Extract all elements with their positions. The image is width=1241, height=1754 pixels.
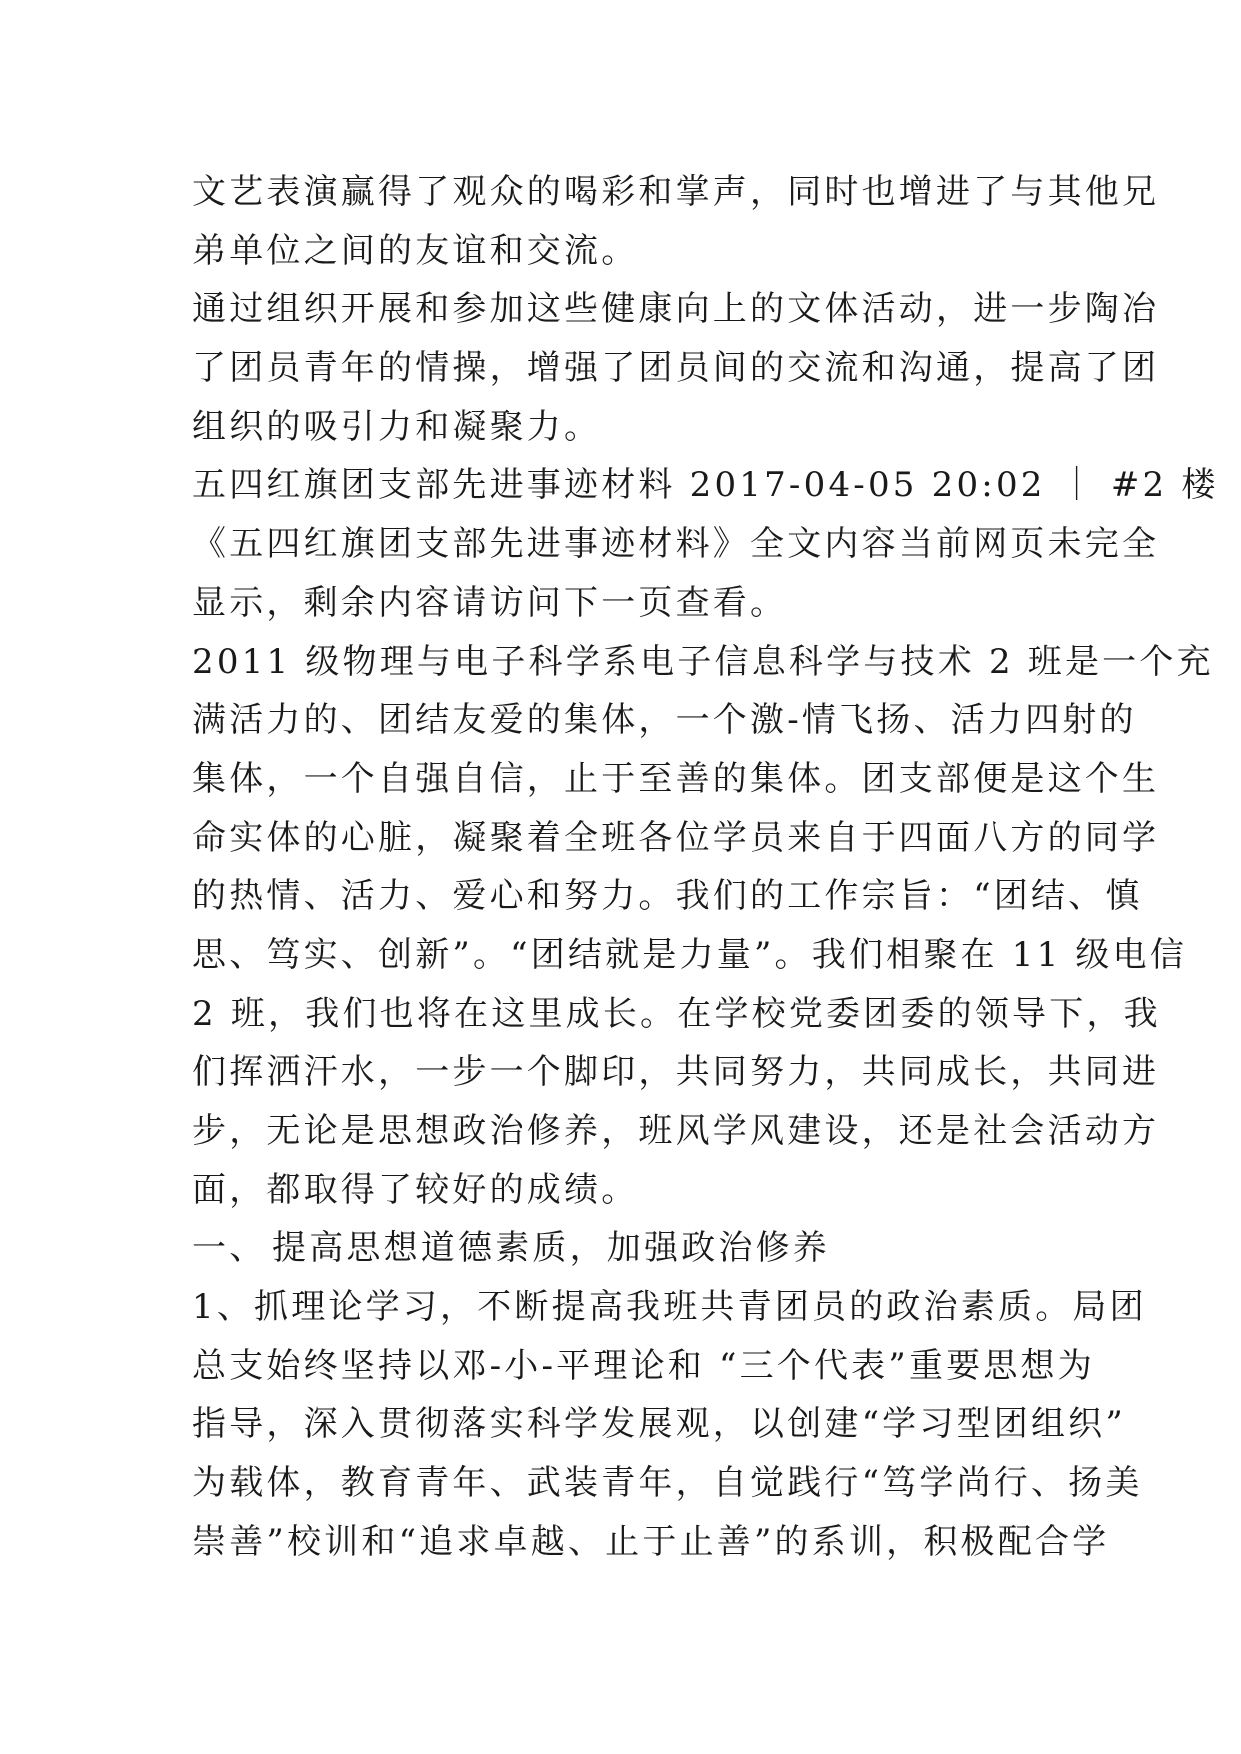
document-body — [192, 163, 1219, 1572]
text-line: 通过组织开展和参加这些健康向上的文体活动，进一步陶冶 — [192, 289, 1160, 330]
text-line: 崇善”校训和“追求卓越、止于止善”的系训，积极配合学 — [192, 1521, 1110, 1562]
section-heading — [192, 1219, 1062, 1278]
text-line: 指导，深入贯彻落实科学发展观，以创建“学习型团组织” — [192, 1404, 1126, 1445]
text-line: 1、抓理论学习，不断提高我班共青团员的政治素质。局团 — [192, 1287, 1147, 1328]
text-line: 组织的吸引力和凝聚力。 — [192, 406, 602, 447]
text-line: 集体，一个自强自信，止于至善的集体。团支部便是这个生 — [192, 758, 1160, 799]
text-line: 面，都取得了较好的成绩。 — [192, 1169, 639, 1210]
section-heading-title: 提高思想道德素质，加强政治修养 — [272, 1228, 830, 1269]
section-heading-number: 一、 — [192, 1228, 267, 1269]
text-line: 2 班，我们也将在这里成长。在学校党委团委的领导下，我 — [192, 993, 1161, 1034]
text-line: 了团员青年的情操，增强了团员间的交流和沟通，提高了团 — [192, 348, 1160, 389]
text-line: 显示，剩余内容请访问下一页查看。 — [192, 582, 788, 623]
text-line: 命实体的心脏，凝聚着全班各位学员来自于四面八方的同学 — [192, 817, 1160, 858]
text-line: 2011 级物理与电子科学系电子信息科学与技术 2 班是一个充 — [192, 641, 1214, 682]
text-line: 满活力的、团结友爱的集体，一个激-情飞扬、活力四射的 — [192, 700, 1137, 741]
text-line: 总支始终坚持以邓-小-平理论和 “三个代表”重要思想为 — [192, 1345, 1095, 1386]
text-line: 《五四红旗团支部先进事迹材料》全文内容当前网页未完全 — [192, 524, 1160, 565]
post-header-line: 五四红旗团支部先进事迹材料 2017-04-05 20:02 ｜ #2 楼 — [192, 465, 1219, 506]
text-line: 步，无论是思想政治修养，班风学风建设，还是社会活动方 — [192, 1111, 1160, 1151]
text-line: 们挥洒汗水，一步一个脚印，共同努力，共同成长，共同进 — [192, 1052, 1160, 1093]
text-line: 的热情、活力、爱心和努力。我们的工作宗旨：“团结、慎 — [192, 876, 1143, 917]
text-line: 弟单位之间的友谊和交流。 — [192, 230, 639, 271]
text-line: 为载体，教育青年、武装青年，自觉践行“笃学尚行、扬美 — [192, 1463, 1143, 1504]
text-line: 思、笃实、创新”。“团结就是力量”。我们相聚在 11 级电信 — [192, 934, 1188, 975]
text-line: 文艺表演赢得了观众的喝彩和掌声，同时也增进了与其他兄 — [192, 172, 1160, 212]
